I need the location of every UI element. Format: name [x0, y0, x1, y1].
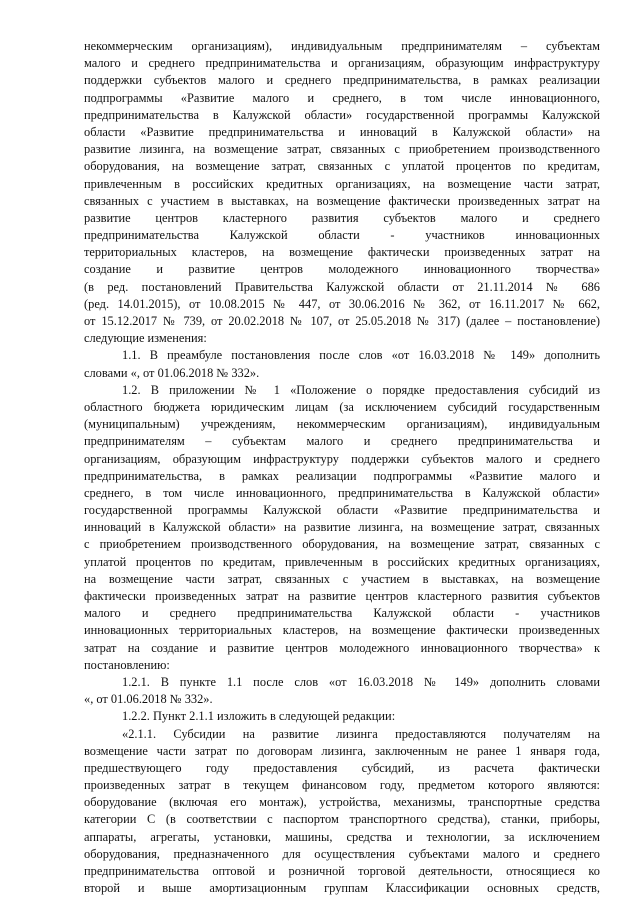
- text-line: предпринимателям – субъектам малого и среднего предпринимательства и: [84, 434, 600, 449]
- text-line: затрат на создание и развитие центров молодежного инновационного творчества» к: [84, 640, 600, 655]
- text-line: создание и развитие центров молодежного инновационного творчества»: [84, 262, 600, 277]
- text-line: малого и среднего предпринимательства и организациям, образующим инфраструктуру: [84, 56, 600, 71]
- text-line: категории С (в соответствии с паспортом транспортного средства), станки, приборы,: [84, 812, 600, 827]
- text-line: 1.2.2. Пункт 2.1.1 изложить в следующей редакции:: [122, 709, 396, 724]
- text-line: постановлению:: [84, 657, 170, 672]
- text-line: (в ред. постановлений Правительства Калужской области от 21.11.2014 № 686: [84, 279, 600, 294]
- text-line: произведенных затрат в текущем финансовом году, предметом которого являются:: [84, 778, 600, 793]
- text-line: «, от 01.06.2018 № 332».: [84, 692, 213, 707]
- document-page: [84, 38, 600, 897]
- text-line: фактически произведенных затрат на развитие центров кластерного развития субъектов: [84, 589, 600, 603]
- text-line: оборудования, на возмещение затрат, связанных с уплатой процентов по кредитам,: [84, 159, 600, 174]
- text-line: уплатой процентов по кредитам, привлеченным в российских кредитных организациях,: [84, 554, 600, 569]
- text-line: оборудования, предназначенного для осуществления субъектами малого и среднего: [84, 846, 600, 861]
- text-line: словами «, от 01.06.2018 № 332».: [84, 365, 260, 380]
- text-line: инновационных территориальных кластеров, на возмещение фактически произведенных: [84, 623, 600, 638]
- text-line: предпринимательства, в рамках реализации подпрограммы «Развитие малого и: [84, 468, 600, 483]
- text-line: развитие лизинга, на возмещение затрат, связанных с приобретением производственного: [84, 142, 600, 157]
- text-line: привлеченным в российских кредитных организациях, на возмещение части затрат,: [84, 176, 600, 191]
- text-line: предшествующего году предоставления субсидий, из расчета фактически: [84, 760, 600, 775]
- text-line: некоммерческим организациям), индивидуальным предпринимателям – субъектам: [84, 39, 600, 53]
- text-line: второй и выше амортизационным группам Классификации основных средств,: [84, 881, 600, 896]
- text-line: развитие центров кластерного развития субъектов малого и среднего: [84, 210, 600, 225]
- text-line: предпринимательства оптовой и розничной торговой деятельности, относящиеся ко: [84, 864, 600, 878]
- text-line: среднего, в том числе инновационного, предпринимательства в Калужской области»: [84, 485, 600, 500]
- text-line: 1.1. В преамбуле постановления после слов «от 16.03.2018 № 149» дополнить: [122, 348, 600, 363]
- text-line: предпринимательства Калужской области - участников инновационных: [84, 228, 600, 243]
- text-line: возмещение части затрат по договорам лизинга, заключенным не ранее 1 января года,: [84, 743, 600, 758]
- text-line: (муниципальным) учреждениям, некоммерческим организациям), индивидуальным: [84, 417, 600, 432]
- text-line: подпрограммы «Развитие малого и среднего, в том числе инновационного,: [84, 90, 600, 105]
- text-line: государственной программы Калужской области «Развитие предпринимательства и: [84, 503, 600, 518]
- text-line: предпринимательства в Калужской области» государственной программы Калужской: [84, 107, 600, 122]
- text-line: с приобретением производственного оборудования, на возмещение затрат, связанных с: [84, 537, 600, 552]
- text-line: (ред. 14.01.2015), от 10.08.2015 № 447, от 30.06.2016 № 362, от 16.11.2017 № 662,: [84, 296, 600, 311]
- text-line: организациям, образующим инфраструктуру поддержки субъектов малого и среднего: [84, 451, 600, 466]
- text-line: 1.2.1. В пункте 1.1 после слов «от 16.03.2018 № 149» дополнить словами: [122, 674, 600, 689]
- text-line: оборудование (включая его монтаж), устройства, механизмы, транспортные средства: [84, 795, 600, 810]
- text-line: от 15.12.2017 № 739, от 20.02.2018 № 107, от 25.05.2018 № 317) (далее – постановление): [84, 314, 600, 328]
- text-line: аппараты, агрегаты, установки, машины, средства и технологии, за исключением: [84, 829, 600, 844]
- text-line: поддержки субъектов малого и среднего предпринимательства, в рамках реализации: [84, 73, 600, 88]
- text-line: 1.2. В приложении № 1 «Положение о порядке предоставления субсидий из: [122, 382, 600, 397]
- text-line: территориальных кластеров, на возмещение фактически произведенных затрат на: [84, 245, 600, 260]
- text-line: следующие изменения:: [84, 331, 207, 346]
- text-line: связанных с участием в выставках, на возмещение фактически произведенных затрат на: [84, 193, 600, 208]
- text-line: инноваций в Калужской области» на развитие лизинга, на возмещение затрат, связанных: [84, 520, 600, 535]
- text-line: на возмещение части затрат, связанных с участием в выставках, на возмещение: [84, 571, 600, 586]
- text-line: малого и среднего предпринимательства Калужской области - участников: [84, 606, 600, 621]
- text-line: областного бюджета юридическим лицам (за исключением субсидий государственным: [84, 399, 600, 414]
- text-line: области «Развитие предпринимательства и инноваций в Калужской области» на: [84, 124, 600, 139]
- text-line: «2.1.1. Субсидии на развитие лизинга предоставляются получателям на: [122, 726, 600, 741]
